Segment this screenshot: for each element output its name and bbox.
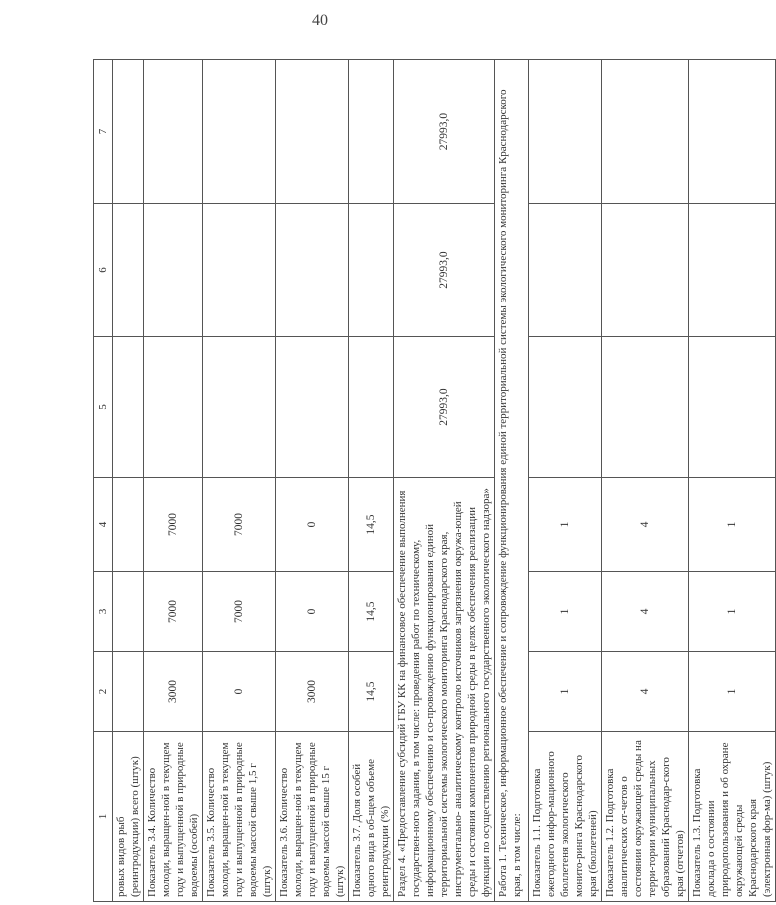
indicator-name: Показатель 3.5. Количество молоди, выращен-ной в текущем году и выпущенной в природные водоемы массой свыше 1,5 г (штук) — [203, 732, 276, 902]
cell-value: 3000 — [276, 652, 349, 732]
cell-value — [113, 60, 144, 204]
cell-value — [113, 337, 144, 478]
table-row — [113, 60, 144, 902]
table-row — [349, 60, 394, 902]
cell-value — [602, 60, 689, 204]
cell-value — [276, 337, 349, 478]
cell-value: 3000 — [144, 652, 203, 732]
cell-value — [602, 204, 689, 337]
cell-value — [113, 204, 144, 337]
col-header: 3 — [94, 572, 113, 652]
cell-value: 0 — [203, 652, 276, 732]
indicators-table — [93, 59, 776, 902]
work-1-title: Работа 1. Техническое, информационное обеспечение и сопровождение функционирования единой территориальной системы экологического мониторинга Краснодарского края, в том числе: — [495, 60, 529, 902]
col-header: 5 — [94, 337, 113, 478]
cell-value: 1 — [689, 652, 776, 732]
table-row — [529, 60, 602, 902]
cell-value — [203, 60, 276, 204]
cell-value — [529, 204, 602, 337]
col-header: 7 — [94, 60, 113, 204]
indicator-name: Показатель 3.6. Количество молоди, выращен-ной в текущем году и выпущенной в природные водоемы массой свыше 15 г (штук) — [276, 732, 349, 902]
cell-value — [276, 60, 349, 204]
indicator-name: Показатель 1.3. Подготовка доклада о состоянии природопользования и об охране окружающей среды Краснодарского края (электронная фор-ма) (штук) — [689, 732, 776, 902]
cell-value — [144, 337, 203, 478]
cell-value — [349, 204, 394, 337]
cell-value — [529, 60, 602, 204]
rotated-table-wrapper — [93, 60, 773, 902]
cell-value: 0 — [276, 572, 349, 652]
cell-value — [203, 204, 276, 337]
cell-value: 7000 — [144, 478, 203, 572]
cell-value — [689, 60, 776, 204]
col-header: 6 — [94, 204, 113, 337]
cell-value — [689, 204, 776, 337]
cell-value — [113, 652, 144, 732]
cell-value — [602, 337, 689, 478]
cell-value — [529, 337, 602, 478]
cell-value — [113, 572, 144, 652]
indicator-name: Показатель 1.1. Подготовка ежегодного инфор-мационного бюллетеня экологического монито-ринга Краснодарского края (бюллетеней) — [529, 732, 602, 902]
cell-value: 4 — [602, 478, 689, 572]
cell-value — [203, 337, 276, 478]
cell-value — [144, 204, 203, 337]
cell-value: 7000 — [203, 478, 276, 572]
table-row — [394, 60, 495, 902]
cell-value: 14,5 — [349, 572, 394, 652]
cell-value — [144, 60, 203, 204]
cell-value: 1 — [689, 572, 776, 652]
cell-value — [349, 337, 394, 478]
cell-value: 1 — [529, 652, 602, 732]
indicator-name: Показатель 3.7. Доля особей одного вида в об-щем объеме реинтродукции (%) — [349, 732, 394, 902]
col-header: 1 — [94, 732, 113, 902]
cell-value: 1 — [529, 478, 602, 572]
cell-value: 27993,0 — [394, 204, 495, 337]
table-row — [602, 60, 689, 902]
cell-value: 7000 — [203, 572, 276, 652]
table-row — [689, 60, 776, 902]
cell-value — [349, 60, 394, 204]
cell-value — [276, 204, 349, 337]
cell-value: 14,5 — [349, 652, 394, 732]
section-4-title: Раздел 4. «Предоставление субсидий ГБУ КК на финансовое обеспечение выполнения государствен-ного задания, в том числе: проведения работ по техническому, информационному обеспечению и со-провождению функционирования единой территориальной системы экологического мониторинга Краснодарского края, инструментально- аналитическому контролю источников загрязнения окружа-ющей среды и состояния компонентов природной среды в целях обеспечения реализации функции по осуществлению регионального государственного экологического надзора» — [394, 478, 495, 902]
table-row — [495, 60, 529, 902]
cell-value: 27993,0 — [394, 337, 495, 478]
cell-value: 27993,0 — [394, 60, 495, 204]
col-header: 4 — [94, 478, 113, 572]
indicator-name: Показатель 1.2. Подготовка аналитических от-четов о состоянии окружающей среды на терри-тории муниципальных образований Краснодар-ского края (отчетов) — [602, 732, 689, 902]
header-row — [94, 60, 113, 902]
page-number: 40 — [312, 12, 328, 29]
indicator-name: Показатель 3.4. Количество молоди, выращен-ной в текущем году и выпущенной в природные водоемы (особей) — [144, 732, 203, 902]
cell-value: 14,5 — [349, 478, 394, 572]
cell-value: 4 — [602, 572, 689, 652]
indicator-name: ровых видов рыб (реинтродукции) всего (штук) — [113, 732, 144, 902]
cell-value — [113, 478, 144, 572]
table-row — [144, 60, 203, 902]
cell-value — [689, 337, 776, 478]
col-header: 2 — [94, 652, 113, 732]
cell-value: 1 — [529, 572, 602, 652]
table-row — [203, 60, 276, 902]
cell-value: 7000 — [144, 572, 203, 652]
cell-value: 4 — [602, 652, 689, 732]
cell-value: 1 — [689, 478, 776, 572]
table-row — [276, 60, 349, 902]
cell-value: 0 — [276, 478, 349, 572]
